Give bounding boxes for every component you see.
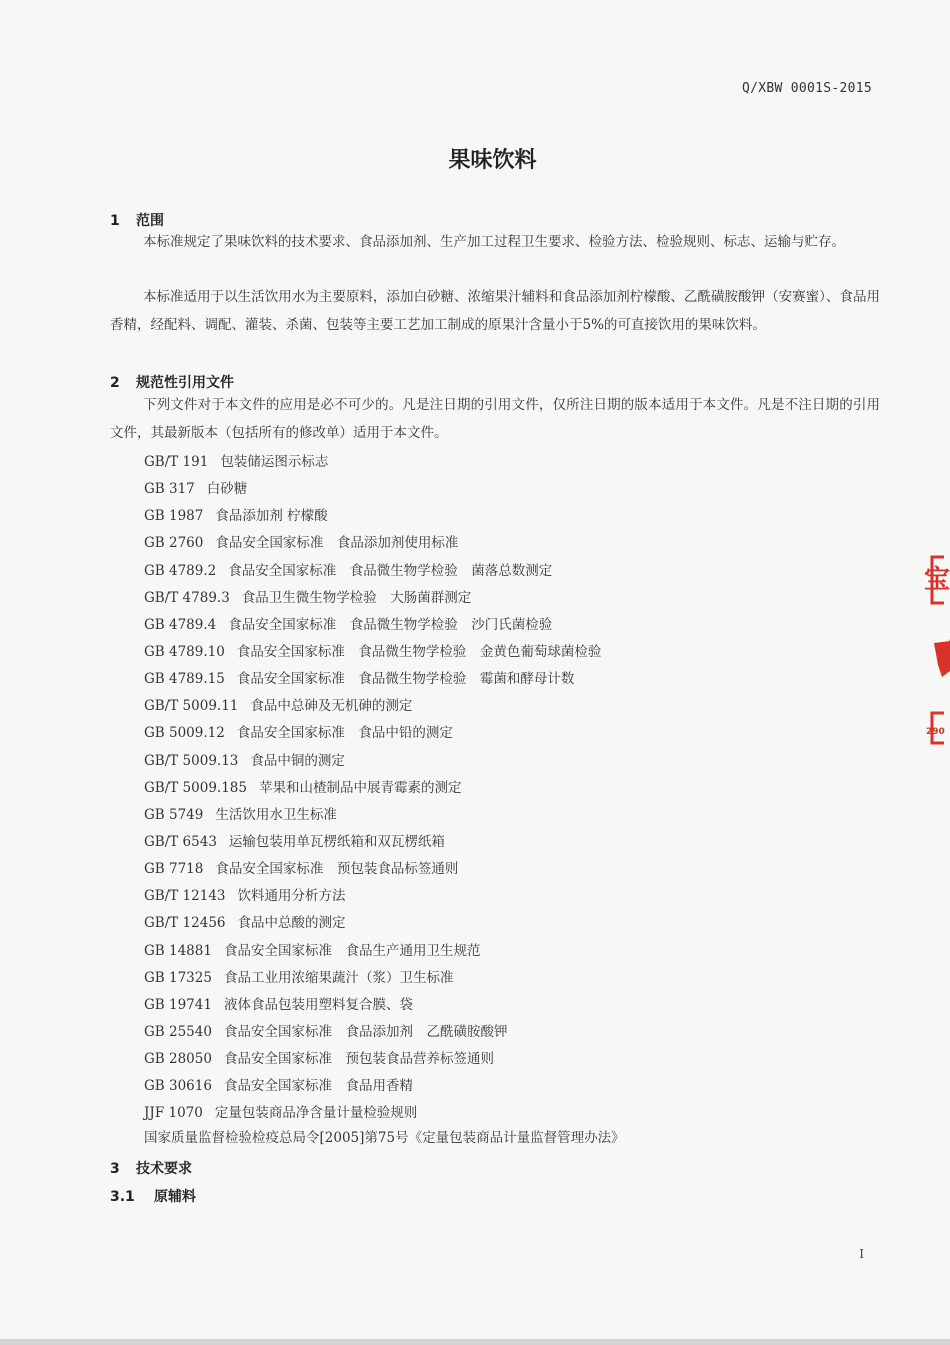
reference-item: GB 19741 液体食品包装用塑料复合膜、袋 — [144, 996, 413, 1013]
reference-item: GB 25540 食品安全国家标准 食品添加剂 乙酰磺胺酸钾 — [144, 1023, 508, 1040]
seal-character: 宝 — [924, 565, 950, 595]
reference-item: GB 1987 食品添加剂 柠檬酸 — [144, 508, 328, 525]
reference-item: GB 5009.12 食品安全国家标准 食品中铅的测定 — [144, 725, 453, 742]
reference-item: GB 28050 食品安全国家标准 预包装食品营养标签通则 — [144, 1051, 494, 1068]
reference-item: GB 4789.2 食品安全国家标准 食品微生物学检验 菌落总数测定 — [144, 562, 553, 579]
scan-edge-divider — [0, 1339, 950, 1345]
reference-item: GB 4789.4 食品安全国家标准 食品微生物学检验 沙门氏菌检验 — [144, 616, 553, 633]
seal-stamp — [922, 553, 950, 748]
page-title: 果味饮料 — [448, 148, 537, 173]
reference-list — [144, 449, 601, 1128]
decree-reference: 国家质量监督检验检疫总局令[2005]第75号《定量包装商品计量监督管理办法》 — [144, 1130, 625, 1146]
reference-item: GB 17325 食品工业用浓缩果蔬汁（浆）卫生标准 — [144, 969, 454, 986]
section-heading-normative — [110, 372, 234, 392]
section-label: 规范性引用文件 — [136, 375, 234, 391]
section-label: 范围 — [136, 213, 164, 229]
document-code: Q/XBW 0001S-2015 — [741, 81, 872, 96]
reference-item: GB 2760 食品安全国家标准 食品添加剂使用标准 — [144, 535, 459, 552]
scope-paragraph-1: 本标准规定了果味饮料的技术要求、食品添加剂、生产加工过程卫生要求、检验方法、检验规则、标志、运输与贮存。 — [143, 234, 845, 250]
normative-intro: 下列文件对于本文件的应用是必不可少的。凡是注日期的引用文件，仅所注日期的版本适用于本文件。凡是不注日期的引用文件，其最新版本（包括所有的修改单）适用于本文件。 — [110, 397, 880, 441]
section-label: 原辅料 — [154, 1189, 196, 1205]
reference-item: GB/T 4789.3 食品卫生微生物学检验 大肠菌群测定 — [144, 589, 472, 606]
page-number: I — [859, 1247, 864, 1261]
reference-item: GB/T 5009.185 苹果和山楂制品中展青霉素的测定 — [144, 779, 462, 796]
reference-item: GB/T 6543 运输包装用单瓦楞纸箱和双瓦楞纸箱 — [144, 833, 445, 850]
reference-item: GB 4789.15 食品安全国家标准 食品微生物学检验 霉菌和酵母计数 — [144, 671, 575, 688]
section-heading-raw-materials — [110, 1186, 196, 1206]
reference-item: GB/T 12143 饮料通用分析方法 — [144, 888, 346, 905]
reference-item: GB 4789.10 食品安全国家标准 食品微生物学检验 金黄色葡萄球菌检验 — [144, 643, 602, 660]
seal-number: 290 — [926, 727, 945, 737]
section-heading-scope — [110, 210, 164, 230]
reference-item: GB 317 白砂糖 — [144, 481, 248, 498]
section-number: 1 — [110, 213, 120, 229]
reference-item: GB 30616 食品安全国家标准 食品用香精 — [144, 1078, 413, 1095]
reference-item: GB/T 5009.13 食品中铜的测定 — [144, 752, 345, 769]
reference-item: GB/T 12456 食品中总酸的测定 — [144, 915, 346, 932]
section-label: 技术要求 — [136, 1161, 192, 1177]
section-number: 3.1 — [110, 1189, 135, 1205]
section-number: 3 — [110, 1161, 120, 1177]
reference-item: GB 5749 生活饮用水卫生标准 — [144, 806, 337, 823]
section-heading-tech — [110, 1158, 192, 1178]
reference-item: GB/T 5009.11 食品中总砷及无机砷的测定 — [144, 698, 413, 715]
scope-paragraph-2: 本标准适用于以生活饮用水为主要原料，添加白砂糖、浓缩果汁辅料和食品添加剂柠檬酸、乙酰磺胺酸钾（安赛蜜）、食品用香精，经配料、调配、灌装、杀菌、包装等主要工艺加工制成的原果汁含量小于5%的可直接饮用的果味饮料。 — [110, 289, 880, 333]
reference-item: GB 7718 食品安全国家标准 预包装食品标签通则 — [144, 861, 459, 878]
reference-item: GB/T 191 包装储运图示标志 — [144, 454, 329, 470]
reference-item: JJF 1070 定量包装商品净含量计量检验规则 — [144, 1105, 418, 1122]
reference-item: GB 14881 食品安全国家标准 食品生产通用卫生规范 — [144, 942, 481, 959]
section-number: 2 — [110, 375, 120, 391]
